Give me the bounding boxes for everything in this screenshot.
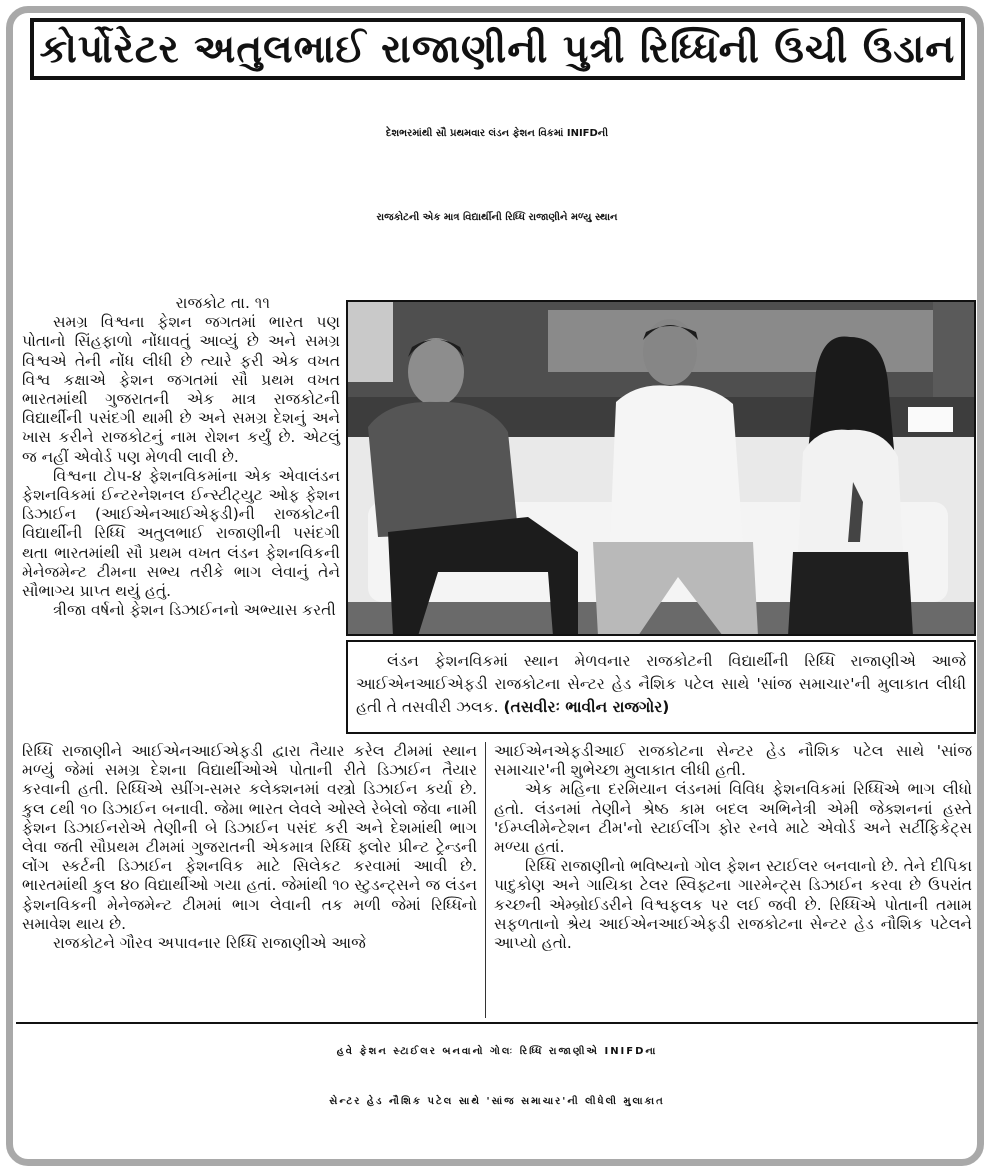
photo-credit: (તસવીરઃ ભાવીન રાજગોર)	[503, 698, 670, 716]
kicker-box	[30, 18, 965, 80]
paragraph: રિધ્ધિ રાજાણીને આઈએનઆઈએફડી દ્વારા તૈયાર કરેલ ટીમમાં સ્થાન મળ્યું જેમાં સમગ્ર દેશના વિદ્યાર્થીઓએ પોતાની રીતે ડિઝાઈન તૈયાર કરવાની હતી. રિધ્ધિએ સ્પ્રીંગ-સમર કલેક્શનમાં વસ્ત્રો ડિઝાઈન કર્યા છે. કુલ ૮થી ૧૦ ડિઝાઈન બનાવી. જેમા ભારત લેવલે ઓસ્લે રેબેલો જેવા નામી ફેશન ડિઝાઈનરોએ તેણીની બે ડિઝાઈન પસંદ કરી અને દેશમાંથી ભાગ લેવા જતી સૌપ્રથમ ટીમમાં ગુજરાતની એકમાત્ર રિધ્ધિ ફ્લોર પ્રીન્ટ ટ્રેન્ડની લોંગ સ્કર્ટની ડિઝાઈન ફેશનવિક માટે સિલેકટ કરવામાં આવી છે. ભારતમાંથી કુલ ૪૦ વિદ્યાર્થીઓ ગયા હતાં. જેમાંથી ૧૦ સ્ટુડન્ટ્સને જ લંડન ફેશનવિકની મેનેજમેન્ટ ટીમમાં ભાગ લેવાની તક મળી જેમાં રિધ્ધિનો સમાવેશ થાય છે.	[22, 742, 477, 933]
article-column-3	[494, 742, 972, 953]
paragraph: એક મહિના દરમિયાન લંડનમાં વિવિધ ફેશનવિકમાં રિધ્ધિએ ભાગ લીધો હતો. લંડનમાં તેણીને શ્રેષ્ઠ કામ બદલ અભિનેત્રી એમી જેક્શનનાં હસ્તે 'ઈમ્પ્લીમેન્ટેશન ટીમ'નો સ્ટાઈલીંગ ફોર રનવે માટે એવોર્ડ અને સર્ટીફિકેટ્સ મળ્યા હતાં.	[494, 780, 972, 857]
paragraph: રાજકોટને ગૌરવ અપાવનાર રિધ્ધિ રાજાણીએ આજે	[53, 934, 366, 953]
paragraph: સમગ્ર વિશ્વના ફેશન જગતમાં ભારત પણ પોતાનો સિંહફાળો નોંધાવતું આવ્યું છે અને સમગ્ર વિશ્વએ તેની નોંધ લીધી છે ત્યારે ફરી એક વખત વિશ્વ કક્ષાએ ફેશન જગતમાં સૌ પ્રથમ વખત ભારતમાંથી ગુજરાતની એક માત્ર રાજકોટની વિદ્યાર્થીની પસંદગી થામી છે અને સમગ્ર દેશનું અને ખાસ કરીને રાજકોટનું નામ રોશન કર્યું છે. એટલું જ નહીં એવોર્ડ પણ મેળવી લાવી છે.	[22, 313, 340, 466]
article-column-1	[22, 294, 340, 620]
headline-line-1: દેશભરમાંથી સૌ પ્રથમવાર લંડન ફેશન વિકમાં INIFDની	[385, 128, 609, 139]
photo-illustration	[348, 302, 976, 636]
column-divider	[485, 742, 486, 1018]
kicker-text: કોર્પોરેટર અતુલભાઈ રાજાણીની પુત્રી રિધ્ધિની ઉચી ઉડાન	[39, 26, 956, 72]
headline-line-2: રાજકોટની એક માત્ર વિદ્યાર્થીની રિધ્ધિ રાજાણીને મળ્યુ સ્થાન	[376, 212, 618, 223]
paragraph: આઈએનએફડીઆઈ રાજકોટના સેન્ટર હેડ નૌશિક પટેલ સાથે 'સાંજ સમાચાર'ની શુભેચ્છા મુલાકાત લીધી હતી.	[494, 742, 972, 780]
news-photo	[346, 300, 976, 636]
paragraph: ત્રીજા વર્ષનો ફેશન ડિઝાઈનનો અભ્યાસ કરતી	[53, 601, 336, 620]
photo-caption	[346, 640, 976, 734]
paragraph: વિશ્વના ટોપ-૪ ફેશનવિકમાંના એક એવાલંડન ફેશનવિકમાં ઈન્ટરનેશનલ ઈન્સ્ટીટ્યુટ ઓફ ફેશન ડિઝાઈન (આઈએનઆઈએફડી)ની રાજકોટની વિદ્યાર્થીની રિધ્ધિ અતુલભાઈ રાજાણીની પસંદગી થતા ભારતમાંથી સૌ પ્રથમ વખત લંડન ફેશનવિકની મેનેજમેન્ટ ટીમના સભ્ય તરીકે ભાગ લેવાનું તેને સૌભાગ્ય પ્રાપ્ત થયું હતું.	[22, 466, 340, 601]
subheadline-line-1: હવે ફેશન સ્ટાઈલર બનવાનો ગોલઃ રિધ્ધિ રાજાણીએ INIFDના	[336, 1046, 658, 1057]
article-column-2	[22, 742, 477, 953]
dateline: રાજકોટ તા. ૧૧	[175, 294, 270, 312]
subheadline-line-2: સેન્ટર હેડ નૌશિક પટેલ સાથે 'સાંજ સમાચાર'ની લીધેલી મુલાકાત	[329, 1096, 665, 1107]
caption-text: લંડન ફેશનવિકમાં સ્થાન મેળવનાર રાજકોટની વિદ્યાર્થીની રિધ્ધિ રાજાણીએ આજે આઈએનઆઈએફડી રાજકોટના સેન્ટર હેડ નૈશિક પટેલ સાથે 'સાંજ સમાચાર'ની મુલાકાત લીધી હતી તે તસવીરી ઝલક.	[356, 652, 966, 716]
paragraph: રિધ્ધિ રાજાણીનો ભવિષ્યનો ગોલ ફેશન સ્ટાઈલર બનવાનો છે. તેને દીપિકા પાદુકોણ અને ગાયિકા ટેલર સ્વિફ્ટના ગારમેન્ટ્સ ડિઝાઈન કરવા છે ઉપરાંત કચ્છની એમ્બ્રોઈડરીને વિશ્વફલક પર લઈ જવી છે. રિધ્ધિએ પોતાની તમામ સફળતાનો શ્રેય આઈએનઆઈએફડી રાજકોટના સેન્ટર હેડ નૌશિક પટેલને આપ્યો હતો.	[494, 857, 972, 953]
section-divider	[16, 1022, 978, 1024]
